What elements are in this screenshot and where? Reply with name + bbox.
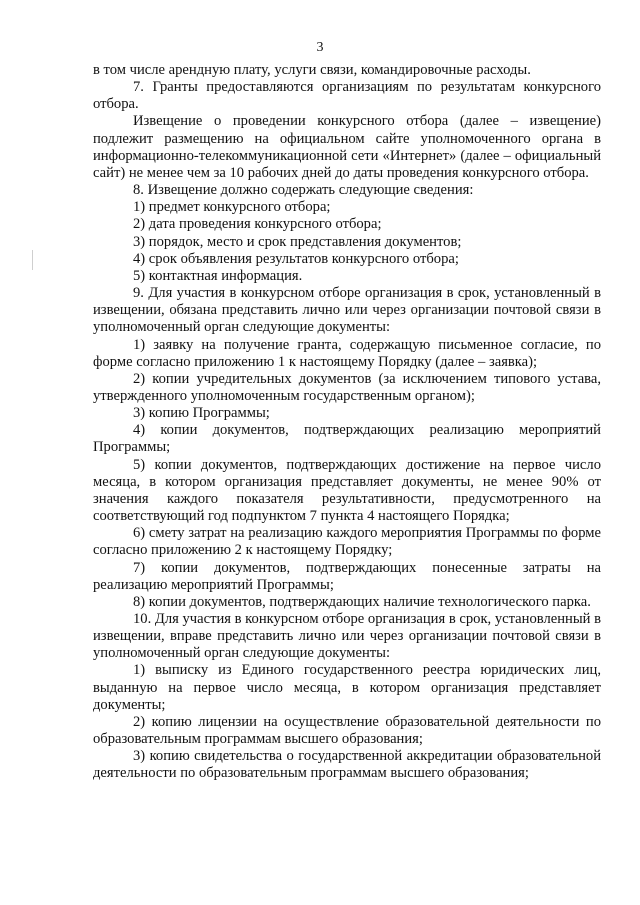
paragraph-clause-9: 9. Для участия в конкурсном отборе организация в срок, установленный в извещении, обязана представить лично или через организации почтовой связи в уполномоченный орган следующие документы: [93,285,601,336]
paragraph-continuation: в том числе арендную плату, услуги связи, командировочные расходы. [93,62,531,78]
page-number: 3 [316,40,324,55]
list-item: 7) копии документов, подтверждающих понесенные затраты на реализацию мероприятий Программы; [93,559,601,593]
paragraph-clause-8: 8. Извещение должно содержать следующие сведения: [133,182,474,199]
list-item: 3) копию свидетельства о государственной аккредитации образовательной деятельности по образовательным программам высшего образования; [93,748,601,782]
list-item: 3) копию Программы; [133,405,270,422]
list-item: 4) срок объявления результатов конкурсного отбора; [133,250,459,267]
list-item: 2) копии учредительных документов (за исключением типового устава, утвержденного уполномоченным государственным органом); [93,370,601,404]
paragraph-notice: Извещение о проведении конкурсного отбора (далее – извещение) подлежит размещению на официальном сайте уполномоченного органа в информационно-телекоммуникационной сети «Интернет» (далее – официальный сайт) не менее чем за 10 рабочих дней до даты проведения конкурсного отбора. [93,113,601,181]
list-item: 5) контактная информация. [133,267,303,284]
list-item: 2) копию лицензии на осуществление образовательной деятельности по образовательным программам высшего образования; [93,713,601,748]
paragraph-clause-10: 10. Для участия в конкурсном отборе организация в срок, установленный в извещении, вправе представить лично или через организации почтовой связи в уполномоченный орган следующие документы: [93,611,601,662]
list-item: 2) дата проведения конкурсного отбора; [133,216,382,233]
list-item: 4) копии документов, подтверждающих реализацию мероприятий Программы; [93,422,601,456]
scan-margin-mark [32,250,33,270]
list-item: 1) выписку из Единого государственного реестра юридических лиц, выданную на первое число месяца, в котором организация представляет документы; [93,662,601,713]
list-item: 1) заявку на получение гранта, содержащую письменное согласие, по форме согласно приложению 1 к настоящему Порядку (далее – заявка); [93,336,601,370]
list-item: 8) копии документов, подтверждающих наличие технологического парка. [133,593,591,610]
list-item: 5) копии документов, подтверждающих достижение на первое число месяца, в котором организация представляет документы, не менее 90% от значения каждого показателя результативности, предусмотренного на соответствующий год подпунктом 7 пункта 4 настоящего Порядка; [93,456,601,525]
paragraph-clause-7: 7. Гранты предоставляются организациям по результатам конкурсного отбора. [93,79,601,113]
list-item: 3) порядок, место и срок представления документов; [133,233,462,250]
list-item: 1) предмет конкурсного отбора; [133,199,331,216]
list-item: 6) смету затрат на реализацию каждого мероприятия Программы по форме согласно приложению 2 к настоящему Порядку; [93,525,601,559]
document-body [93,62,601,783]
